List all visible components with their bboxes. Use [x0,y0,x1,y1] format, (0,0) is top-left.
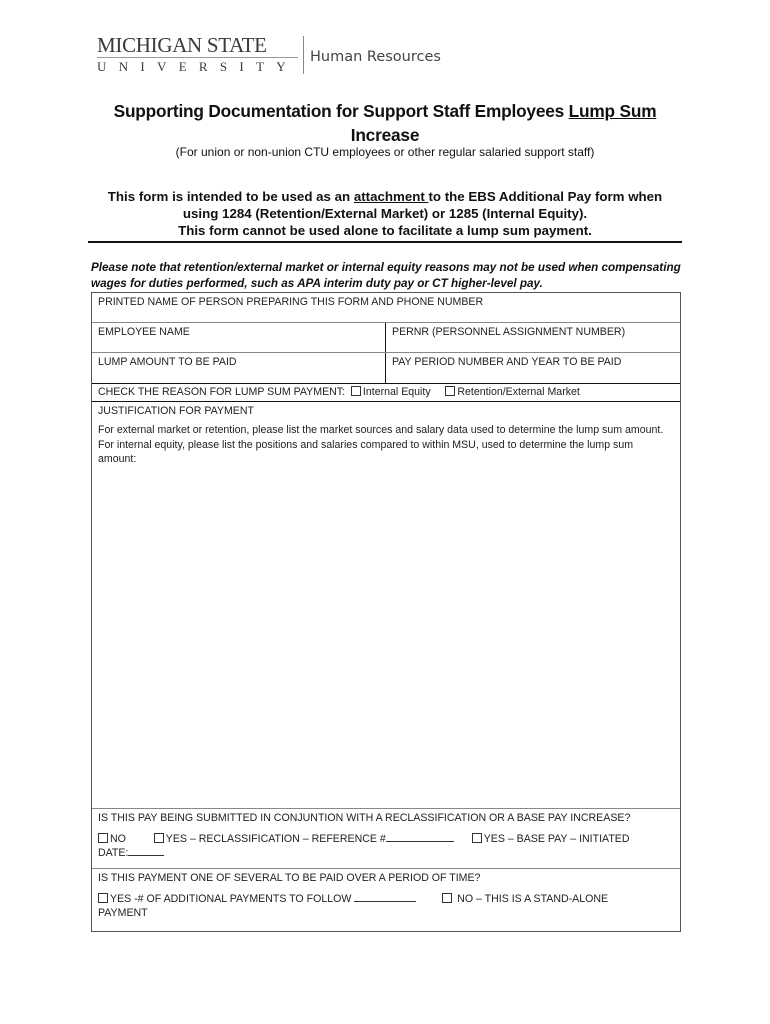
reclass-cell [92,809,680,863]
notice-underlined: attachment [353,189,429,204]
pernr-label: PERNR (PERSONNEL ASSIGNMENT NUMBER) [392,326,626,338]
notice-line-1 [88,188,682,205]
several-options [98,892,674,920]
preparer-row[interactable] [92,293,680,323]
several-payments-cell [92,869,680,923]
msu-wordmark [97,35,298,75]
amount-row [92,353,680,383]
option-label: NO [110,833,126,845]
lump-amount-field[interactable] [92,353,386,383]
base-pay-option[interactable] [472,832,630,846]
pay-period-field[interactable] [386,353,680,383]
subtitle: (For union or non-union CTU employees or other regular salaried support staff) [175,145,595,159]
retention-external-option[interactable] [445,386,579,398]
employee-row [92,323,680,353]
title-line-1 [60,99,710,123]
title-line-2: Increase [350,125,420,145]
option-label: YES -# OF ADDITIONAL PAYMENTS TO FOLLOW [110,893,352,905]
option-label: Retention/External Market [457,386,580,398]
attachment-notice [88,188,682,243]
reclass-question: IS THIS PAY BEING SUBMITTED IN CONJUNTION WITH A RECLASSIFICATION OR A BASE PAY INCREASE? [98,812,631,824]
title-underlined: Lump Sum [568,101,657,121]
logo-line-2: UNIVERSITY [97,59,298,74]
checkbox-icon[interactable] [98,833,108,843]
checkbox-icon[interactable] [442,893,452,903]
several-no-option[interactable] [442,892,608,906]
notice-suffix: to the EBS Additional Pay form when [428,189,663,204]
preparer-label: PRINTED NAME OF PERSON PREPARING THIS FORM AND PHONE NUMBER [98,296,484,308]
several-question: IS THIS PAYMENT ONE OF SEVERAL TO BE PAID OVER A PERIOD OF TIME? [98,872,481,884]
employee-name-label: EMPLOYEE NAME [98,326,190,338]
reason-cell [92,384,680,401]
option-label: Internal Equity [362,386,431,398]
lump-amount-label: LUMP AMOUNT TO BE PAID [98,356,237,368]
reason-row [92,383,680,402]
msu-hr-logo [97,35,441,75]
logo-divider [303,36,304,74]
justification-cell[interactable] [92,402,680,470]
several-yes-option[interactable] [98,892,416,906]
several-payments-row [92,869,680,931]
justification-instructions: For external market or retention, please list the market sources and salary data used to determine the lump sum amount. For internal equity, please list the positions and salaries compared to within MSU, used to determine the lump sum amount: [98,424,664,465]
checkbox-icon[interactable] [472,833,482,843]
pernr-field[interactable] [386,323,680,352]
checkbox-icon[interactable] [154,833,164,843]
date-label: DATE: [98,847,129,859]
notice-line-2: using 1284 (Retention/External Market) or 1285 (Internal Equity). [182,206,588,221]
logo-line-1: MICHIGAN STATE [97,35,298,58]
notice-prefix: This form is intended to be used as an [107,189,354,204]
reason-label: CHECK THE REASON FOR LUMP SUM PAYMENT: [98,386,346,398]
reclass-no-option[interactable] [98,832,126,846]
date-blank[interactable] [128,846,164,856]
checkbox-icon[interactable] [445,386,455,396]
department-name: Human Resources [310,48,441,65]
justification-row[interactable] [92,402,680,809]
additional-payments-blank[interactable] [354,892,416,902]
internal-equity-option[interactable] [351,386,431,398]
lump-sum-form [91,292,681,932]
reclass-row [92,809,680,869]
checkbox-icon[interactable] [98,893,108,903]
page-title [60,99,710,147]
option-label: YES – RECLASSIFICATION – REFERENCE # [165,833,386,845]
title-prefix: Supporting Documentation for Support Staff Employees [113,101,569,121]
justification-label: JUSTIFICATION FOR PAYMENT [98,405,254,417]
reclass-yes-option[interactable] [154,832,454,846]
option-label: NO – THIS IS A STAND-ALONE [457,893,609,905]
option-label-cont: PAYMENT [98,907,148,919]
notice-line-3: This form cannot be used alone to facilitate a lump sum payment. [178,223,592,238]
reclass-options [98,832,674,860]
employee-name-field[interactable] [92,323,386,352]
pay-period-label: PAY PERIOD NUMBER AND YEAR TO BE PAID [392,356,622,368]
restriction-note: Please note that retention/external market or internal equity reasons may not be used when compensating wages for duties performed, such as APA interim duty pay or CT higher-level pay. [91,261,681,290]
checkbox-icon[interactable] [351,386,361,396]
reference-number-blank[interactable] [386,832,454,842]
option-label: YES – BASE PAY – INITIATED [483,833,630,845]
